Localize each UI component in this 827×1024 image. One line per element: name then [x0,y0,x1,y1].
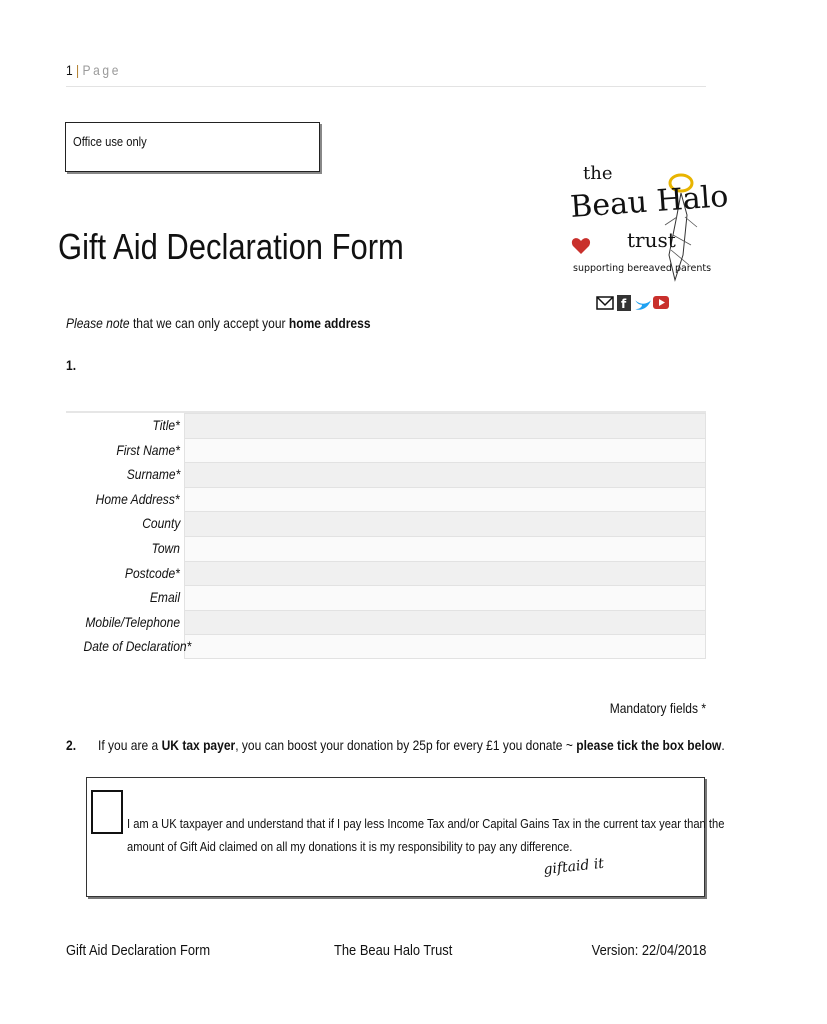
logo-line3: trust [627,228,676,252]
title-field[interactable] [184,413,706,438]
county-field[interactable] [184,511,706,536]
declaration-line1: I am a UK taxpayer and understand that if I pay less Income Tax and/or Capital Gains Tax in the current tax year than the [127,816,725,831]
note-emphasis: Please note [66,315,130,331]
youtube-icon [653,296,669,309]
field-label: Date of Declaration* [83,638,192,655]
facebook-icon [617,295,631,311]
page-separator: | [76,62,80,78]
field-row-title [66,413,706,438]
field-row-first-name [66,438,706,463]
date-of-declaration-field[interactable] [184,634,706,659]
field-label: First Name* [116,441,180,458]
note-text: that we can only accept your [129,315,289,331]
office-use-box [65,122,320,172]
field-row-surname [66,462,706,487]
office-use-label: Office use only [73,134,147,149]
field-row-email [66,585,706,610]
envelope-icon [597,297,613,309]
mobile-telephone-field[interactable] [184,610,706,635]
section-2-text: If you are a UK tax payer, you can boost your donation by 25p for every £1 you donate ~ please tick the box below. [98,737,725,753]
home-address-note [66,315,420,331]
form-title: Gift Aid Declaration Form [58,226,404,267]
field-label: Surname* [126,466,180,483]
logo-line2: Beau Halo [569,179,730,225]
field-label: Title* [152,417,180,433]
heart-icon [572,238,590,254]
email-field[interactable] [184,585,706,610]
page-footer [66,942,706,964]
field-label: Email [149,589,180,606]
first-name-field[interactable] [184,438,706,463]
postcode-field[interactable] [184,561,706,586]
twitter-icon [635,300,650,309]
logo-tagline: supporting bereaved parents [573,263,712,274]
mandatory-note: Mandatory fields * [609,700,706,716]
page-header [66,62,706,87]
logo-line1: the [583,163,613,184]
note-bold: home address [288,315,371,331]
page-word: Page [82,62,121,78]
declaration-text [127,812,725,858]
beau-halo-trust-logo [565,155,730,325]
field-label: Postcode* [125,564,180,581]
uk-tax-payer-bold: UK tax payer [161,737,236,753]
field-label: Town [151,539,180,556]
tick-instruction-bold: please tick the box below [576,737,722,753]
field-row-town [66,536,706,561]
field-row-date [66,634,706,659]
field-label: Home Address* [96,490,180,507]
field-row-county [66,511,706,536]
field-row-mobile [66,610,706,635]
gift-aid-declaration-panel [86,777,725,897]
footer-center: The Beau Halo Trust [334,942,453,959]
field-label: Mobile/Telephone [85,613,180,630]
section-1-number: 1. [66,357,77,373]
page-number: 1 [66,62,73,78]
giftaid-logo [542,854,605,884]
field-row-home-address [66,487,706,512]
footer-right: Version: 22/04/2018 [591,942,706,959]
field-label: County [141,515,180,532]
field-row-postcode [66,561,706,586]
home-address-field[interactable] [184,487,706,512]
declaration-line2: amount of Gift Aid claimed on all my donations it is my responsibility to pay any difference. [127,839,573,854]
surname-field[interactable] [184,462,706,487]
details-table [66,411,706,659]
section-2-number: 2. [66,737,77,753]
gift-aid-checkbox[interactable] [91,790,123,834]
giftaid-logo-text: giftaid it [542,855,605,878]
town-field[interactable] [184,536,706,561]
svg-text:f: f [621,297,627,311]
footer-left: Gift Aid Declaration Form [66,942,211,959]
